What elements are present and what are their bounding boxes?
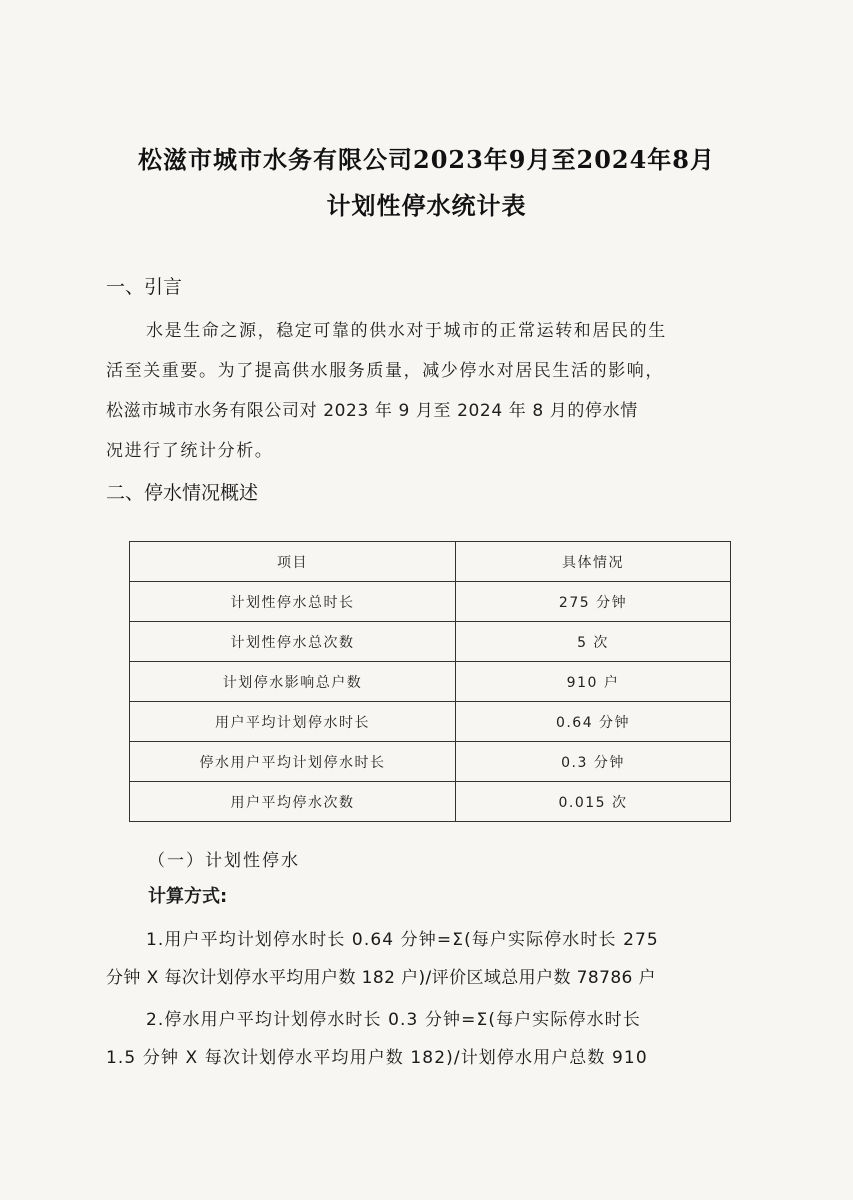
table-row — [130, 582, 731, 622]
table-cell-item: 计划停水影响总户数 — [130, 662, 456, 702]
table-row — [130, 622, 731, 662]
table-cell-item: 用户平均停水次数 — [130, 782, 456, 822]
formula-line: 1.用户平均计划停水时长 0.64 分钟=Σ(每户实际停水时长 275 — [146, 930, 659, 950]
formula-line: 1.5 分钟 X 每次计划停水平均用户数 182)/计划停水用户总数 910 — [106, 1048, 648, 1068]
sub-heading-planned-outage: （一）计划性停水 — [148, 851, 300, 871]
table-cell-item: 停水用户平均计划停水时长 — [130, 742, 456, 782]
intro-paragraph-line: 水是生命之源，稳定可靠的供水对于城市的正常运转和居民的生 — [146, 321, 667, 341]
table-row — [130, 662, 731, 702]
table-cell-value: 0.64 分钟 — [456, 702, 731, 742]
table-row — [130, 742, 731, 782]
table-cell-value: 275 分钟 — [456, 582, 731, 622]
intro-paragraph-line: 况进行了统计分析。 — [106, 441, 274, 461]
column-header-item: 项目 — [130, 542, 456, 582]
table-cell-item: 用户平均计划停水时长 — [130, 702, 456, 742]
outage-statistics-table — [129, 541, 731, 822]
intro-paragraph-line: 活至关重要。为了提高供水服务质量，减少停水对居民生活的影响， — [106, 361, 664, 381]
section-heading-overview: 二、停水情况概述 — [106, 482, 259, 504]
table-row — [130, 782, 731, 822]
section-heading-introduction: 一、引言 — [106, 276, 183, 298]
table-cell-value: 0.3 分钟 — [456, 742, 731, 782]
table-header-row — [130, 542, 731, 582]
document-title-line-2: 计划性停水统计表 — [326, 191, 527, 220]
table-cell-value: 0.015 次 — [456, 782, 731, 822]
document-title-line-1: 松滋市城市水务有限公司2023年9月至2024年8月 — [138, 145, 715, 174]
table-cell-item: 计划性停水总次数 — [130, 622, 456, 662]
table-cell-value: 910 户 — [456, 662, 731, 702]
calculation-method-heading: 计算方式: — [148, 886, 228, 907]
table-cell-value: 5 次 — [456, 622, 731, 662]
formula-line: 2.停水用户平均计划停水时长 0.3 分钟=Σ(每户实际停水时长 — [146, 1010, 641, 1030]
table-row — [130, 702, 731, 742]
table-cell-item: 计划性停水总时长 — [130, 582, 456, 622]
intro-paragraph-line: 松滋市城市水务有限公司对 2023 年 9 月至 2024 年 8 月的停水情 — [106, 401, 638, 421]
column-header-detail: 具体情况 — [456, 542, 731, 582]
formula-line: 分钟 X 每次计划停水平均用户数 182 户)/评价区域总用户数 78786 户 — [106, 968, 656, 988]
